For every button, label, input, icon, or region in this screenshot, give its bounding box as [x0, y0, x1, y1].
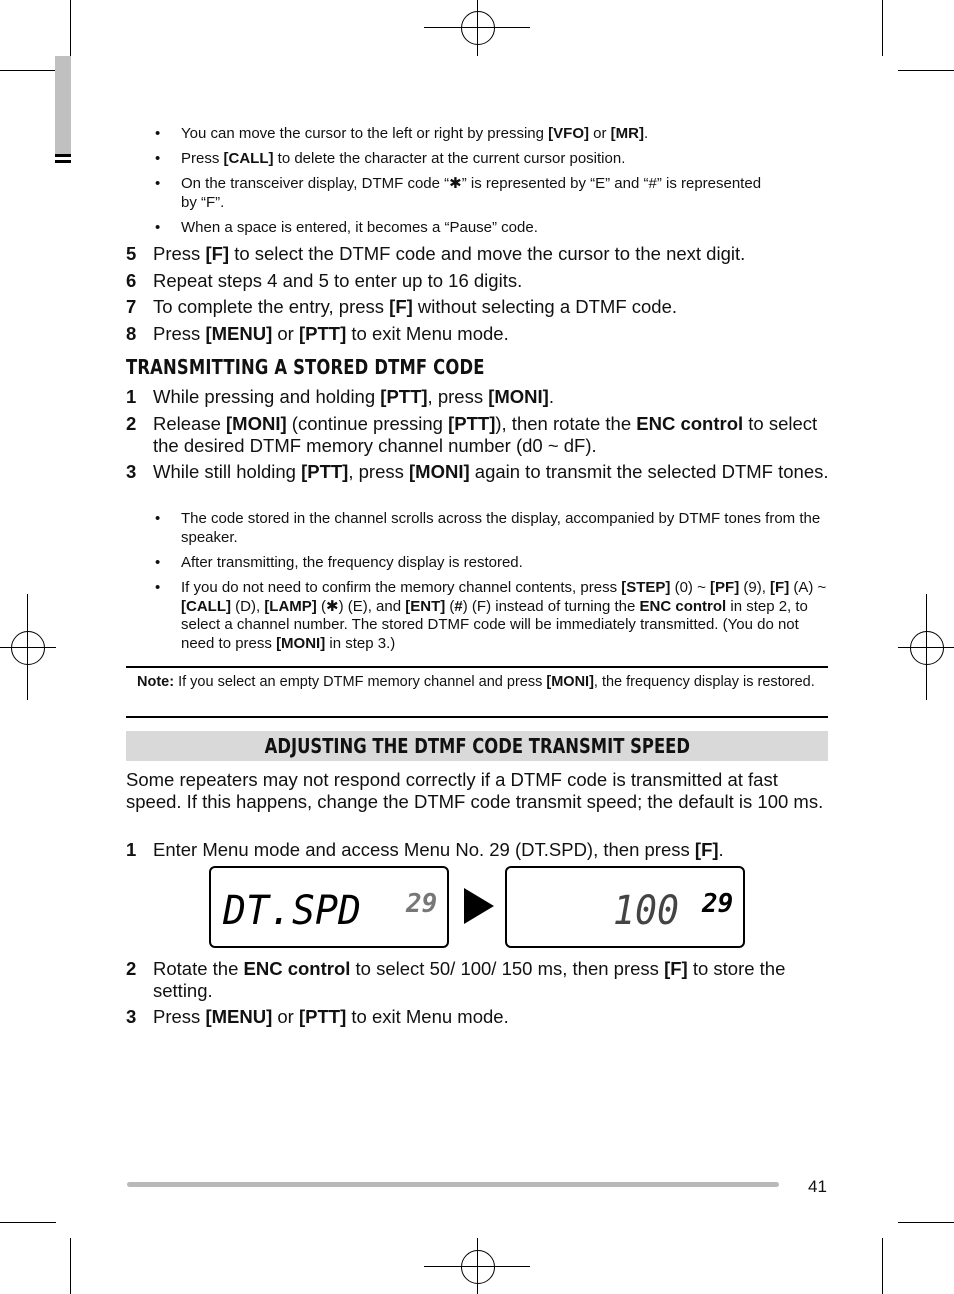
bullet-dot: •	[155, 150, 161, 167]
chapter-tab-bar	[55, 160, 71, 163]
step-number: 3	[126, 461, 137, 482]
step-text: Enter Menu mode and access Menu No. 29 (DT.SPD), then press [F].	[153, 839, 724, 860]
lcd-display-value	[505, 866, 745, 948]
crop-mark	[898, 1222, 954, 1223]
bullet-text: After transmitting, the frequency display is restored.	[181, 554, 523, 571]
step-number: 2	[126, 958, 137, 979]
step-number: 2	[126, 413, 137, 434]
lcd-menu-number: 29	[702, 889, 734, 919]
registration-circle	[11, 631, 45, 665]
step-number: 6	[126, 270, 137, 291]
step-number: 8	[126, 323, 137, 344]
crop-mark	[70, 1238, 71, 1294]
step-number: 7	[126, 296, 137, 317]
crop-mark	[882, 0, 883, 56]
bullet-text: Press [CALL] to delete the character at the current cursor position.	[181, 150, 626, 167]
bullet-dot: •	[155, 554, 161, 571]
crop-mark	[0, 1222, 56, 1223]
page-number: 41	[808, 1177, 827, 1196]
step-text: Press [MENU] or [PTT] to exit Menu mode.	[153, 1006, 509, 1027]
bullet-text: You can move the cursor to the left or right by pressing [VFO] or [MR].	[181, 125, 649, 142]
registration-circle	[910, 631, 944, 665]
bullet-text: On the transceiver display, DTMF code “✱” is represented by “E” and “#” is represented by “F”.	[181, 175, 762, 211]
step-text: While still holding [PTT], press [MONI] again to transmit the selected DTMF tones.	[153, 461, 829, 482]
step-text: Rotate the ENC control to select 50/ 100/ 150 ms, then press [F] to store the setting.	[153, 958, 786, 1001]
bullet-dot: •	[155, 175, 161, 192]
registration-circle	[461, 1250, 495, 1284]
step-text: Repeat steps 4 and 5 to enter up to 16 digits.	[153, 270, 523, 291]
lcd-main-text: DT.SPD	[222, 888, 361, 934]
step-number: 5	[126, 243, 137, 264]
chapter-tab-bar	[55, 154, 71, 157]
bullet-dot: •	[155, 125, 161, 142]
section-heading: TRANSMITTING A STORED DTMF CODE	[126, 355, 485, 379]
step-text: While pressing and holding [PTT], press [MONI].	[153, 386, 554, 407]
lcd-main-text: 100	[613, 888, 679, 934]
note-box	[126, 666, 828, 718]
arrow-right-icon	[464, 888, 494, 924]
crop-mark	[0, 70, 56, 71]
bullet-dot: •	[155, 510, 161, 527]
bullet-dot: •	[155, 579, 161, 596]
bullet-text: If you do not need to confirm the memory channel contents, press [STEP] (0) ~ [PF] (9), [F] (A) ~ [CALL] (D), [LAMP] (✱) (E), and [ENT] (#) (F) instead of turning the ENC control in step 2, to select a channel number. The stored DTMF code will be immediately transmitted. (You do not need to press [MONI] in step 3.)	[181, 579, 827, 652]
lcd-menu-number: 29	[406, 889, 438, 919]
step-text: Press [F] to select the DTMF code and move the cursor to the next digit.	[153, 243, 746, 264]
section-banner-title: ADJUSTING THE DTMF CODE TRANSMIT SPEED	[264, 734, 690, 758]
bullet-dot: •	[155, 219, 161, 236]
crop-mark	[882, 1238, 883, 1294]
bullet-text: The code stored in the channel scrolls across the display, accompanied by DTMF tones from the speaker.	[181, 510, 821, 546]
intro-paragraph: Some repeaters may not respond correctly if a DTMF code is transmitted at fast speed. If this happens, change the DTMF code transmit speed; the default is 100 ms.	[126, 769, 824, 812]
step-number: 1	[126, 839, 137, 860]
crop-mark	[898, 70, 954, 71]
step-number: 1	[126, 386, 137, 407]
registration-circle	[461, 11, 495, 45]
step-text: Release [MONI] (continue pressing [PTT]), then rotate the ENC control to select the desired DTMF memory channel number (d0 ~ dF).	[153, 413, 818, 456]
footer-rule	[127, 1182, 779, 1187]
step-number: 3	[126, 1006, 137, 1027]
step-text: To complete the entry, press [F] without selecting a DTMF code.	[153, 296, 678, 317]
step-text: Press [MENU] or [PTT] to exit Menu mode.	[153, 323, 509, 344]
crop-mark	[70, 0, 71, 56]
bullet-text: When a space is entered, it becomes a “Pause” code.	[181, 219, 538, 236]
chapter-tab	[55, 56, 71, 154]
section-banner	[126, 731, 828, 761]
note-text: Note: If you select an empty DTMF memory channel and press [MONI], the frequency display is restored.	[137, 674, 815, 690]
lcd-display-menu	[209, 866, 449, 948]
